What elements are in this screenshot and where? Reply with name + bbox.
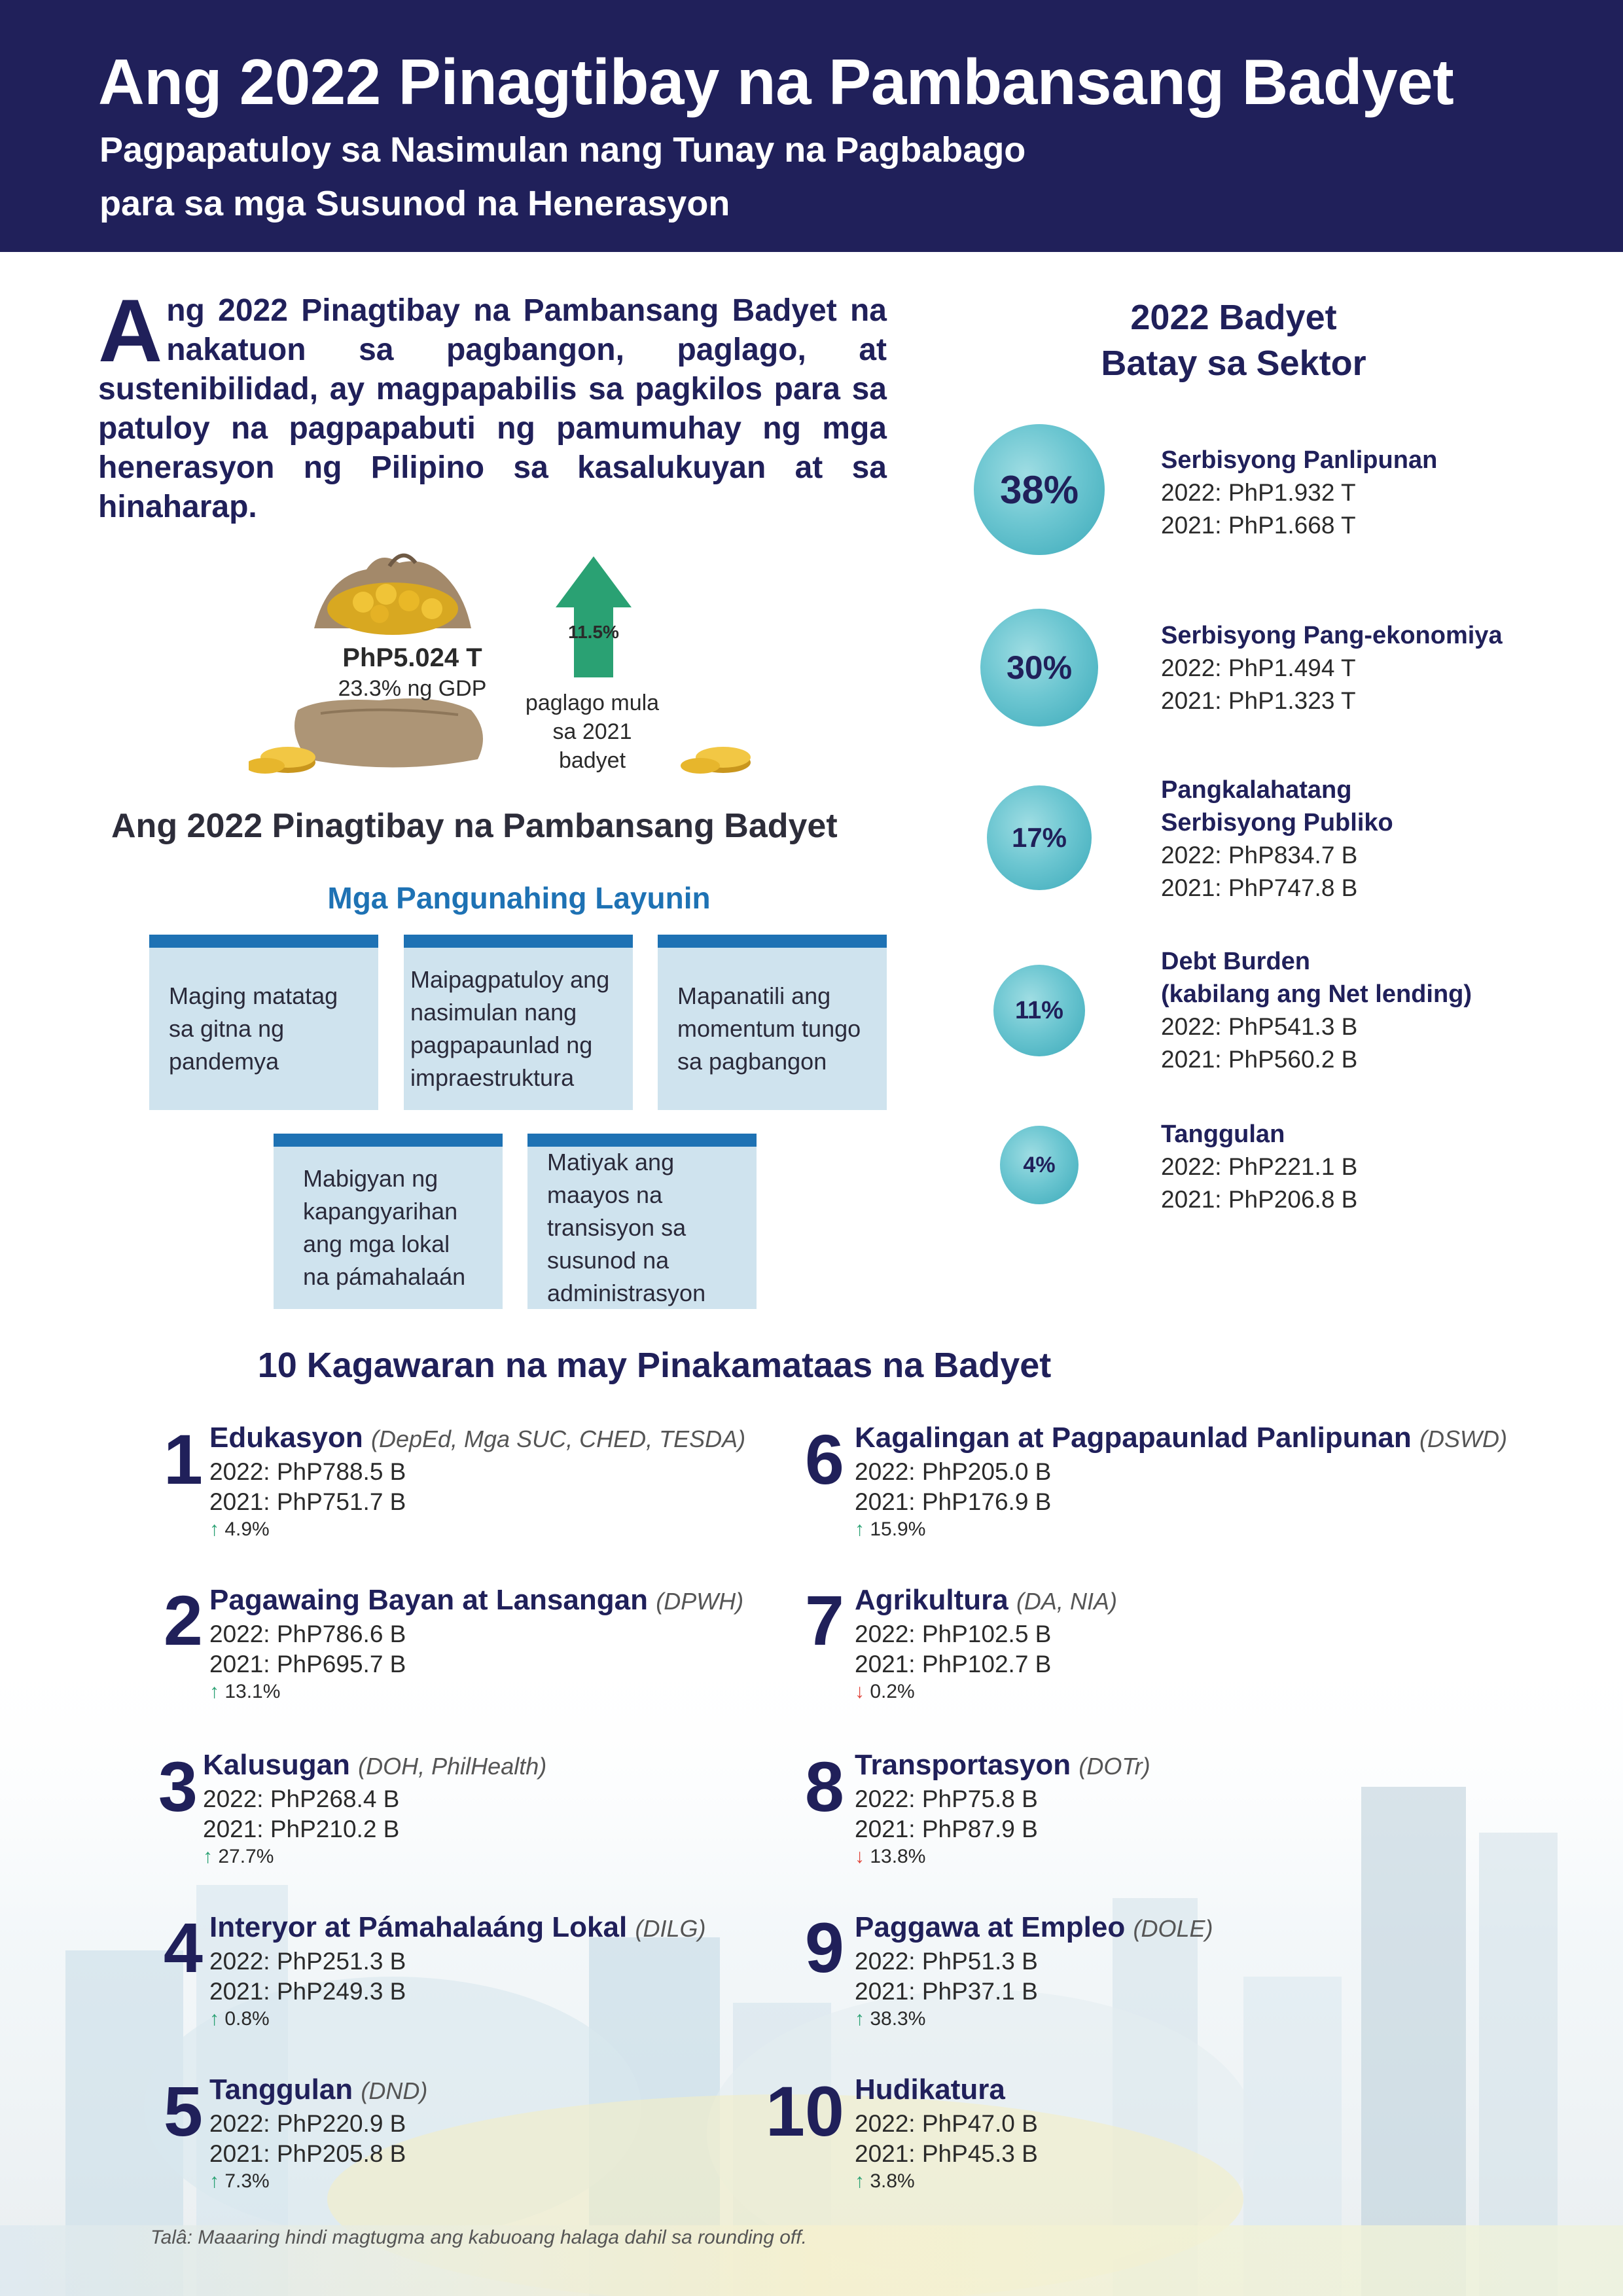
department-name-line [209, 1584, 743, 1617]
department-change [855, 2008, 925, 2030]
sector-item [1161, 619, 1586, 717]
page-title: Ang 2022 Pinagtibay na Pambansang Badyet [98, 46, 1454, 118]
arrow-up-icon: ↑ [209, 1681, 225, 1702]
sector-name-line2: Serbisyong Publiko [1161, 809, 1393, 836]
department-change-value: 38.3% [870, 2008, 926, 2030]
goals-section-title: Ang 2022 Pinagtibay na Pambansang Badyet [111, 807, 838, 845]
arrow-up-icon: ↑ [209, 1518, 225, 1540]
goal-text: Matiyak ang maayos na transisyon sa susunod na administrasyon [547, 1149, 706, 1306]
department-change-value: 0.2% [870, 1681, 915, 1702]
sector-percent-circle: 17% [987, 785, 1092, 890]
sector-item [1161, 1118, 1586, 1216]
sector-2022: 2022: PhP221.1 B [1161, 1153, 1358, 1180]
sector-2021: 2021: PhP560.2 B [1161, 1046, 1358, 1073]
department-rank: 4 [163, 1908, 203, 1987]
sector-name: Serbisyong Pang-ekonomiya [1161, 622, 1503, 649]
department-2022: 2022: PhP47.0 B [855, 2110, 1038, 2137]
goal-card [274, 1134, 503, 1309]
total-budget-value: PhP5.024 T [342, 643, 482, 672]
sector-name-line2: (kabilang ang Net lending) [1161, 980, 1472, 1008]
department-change-value: 3.8% [870, 2170, 915, 2192]
department-change-value: 27.7% [218, 1846, 274, 1867]
department-name-line [203, 1749, 546, 1782]
department-change [855, 2170, 915, 2193]
department-name-line [855, 1911, 1213, 1944]
arrow-up-icon: ↑ [209, 2008, 225, 2030]
department-2021: 2021: PhP37.1 B [855, 1978, 1038, 2005]
growth-label: paglago mula sa 2021 badyet [525, 691, 660, 773]
department-rank: 1 [163, 1420, 203, 1499]
department-rank: 2 [163, 1581, 203, 1660]
sectors-title-line2: Batay sa Sektor [1101, 344, 1366, 383]
department-agencies: (DILG) [635, 1915, 706, 1942]
department-2022: 2022: PhP251.3 B [209, 1948, 406, 1975]
goal-card [149, 935, 378, 1110]
department-2021: 2021: PhP87.9 B [855, 1816, 1038, 1842]
sector-2022: 2022: PhP834.7 B [1161, 842, 1358, 869]
sector-item [1161, 444, 1586, 542]
footnote: Talâ: Maaaring hindi magtugma ang kabuoang halaga dahil sa rounding off. [151, 2227, 807, 2248]
department-agencies: (DOLE) [1133, 1915, 1213, 1942]
page-subtitle-line2: para sa mga Susunod na Henerasyon [99, 184, 730, 223]
department-change-value: 13.1% [224, 1681, 281, 1702]
arrow-up-icon: ↑ [855, 2170, 870, 2192]
department-agencies: (DSWD) [1419, 1426, 1507, 1452]
department-name: Kagalingan at Pagpapaunlad Panlipunan [855, 1422, 1412, 1454]
sector-name: Serbisyong Panlipunan [1161, 446, 1438, 474]
sector-name: Debt Burden [1161, 948, 1310, 975]
department-name: Hudikatura [855, 2073, 1005, 2106]
department-agencies: (DPWH) [656, 1588, 744, 1615]
department-name: Tanggulan [209, 2073, 353, 2106]
department-agencies: (DA, NIA) [1016, 1588, 1117, 1615]
department-name: Kalusugan [203, 1749, 350, 1781]
department-2022: 2022: PhP205.0 B [855, 1458, 1052, 1485]
department-2022: 2022: PhP268.4 B [203, 1785, 400, 1812]
department-agencies: (DND) [361, 2077, 428, 2104]
sector-2021: 2021: PhP747.8 B [1161, 874, 1358, 901]
department-2022: 2022: PhP788.5 B [209, 1458, 406, 1485]
goals-subtitle: Mga Pangunahing Layunin [327, 881, 711, 915]
sector-2022: 2022: PhP1.494 T [1161, 655, 1356, 681]
growth-percent: 11.5% [568, 622, 619, 642]
department-rank: 5 [163, 2072, 203, 2151]
department-agencies: (DepEd, Mga SUC, CHED, TESDA) [370, 1426, 746, 1452]
total-budget-gdp: 23.3% ng GDP [338, 676, 487, 701]
department-rank: 3 [158, 1747, 198, 1826]
department-name-line [209, 1911, 705, 1944]
sector-percent-circle: 11% [993, 965, 1085, 1056]
department-name: Interyor at Pámahalaáng Lokal [209, 1911, 628, 1943]
department-agencies: (DOTr) [1079, 1753, 1150, 1780]
department-2021: 2021: PhP176.9 B [855, 1488, 1052, 1515]
sector-2022: 2022: PhP541.3 B [1161, 1013, 1358, 1040]
sector-percent-circle: 30% [980, 609, 1098, 726]
department-name-line [209, 1422, 745, 1454]
goal-card [527, 1134, 757, 1309]
sector-name: Pangkalahatang [1161, 776, 1352, 804]
sector-2022: 2022: PhP1.932 T [1161, 479, 1356, 506]
department-2021: 2021: PhP751.7 B [209, 1488, 406, 1515]
department-change-value: 7.3% [224, 2170, 270, 2192]
department-change [855, 1518, 925, 1541]
department-rank: 7 [804, 1581, 844, 1660]
department-rank: 10 [765, 2072, 844, 2151]
department-rank: 8 [804, 1747, 844, 1826]
sector-percent-circle: 38% [974, 424, 1105, 555]
sectors-title-line1: 2022 Badyet [1130, 298, 1337, 337]
goal-card [404, 935, 633, 1110]
department-2022: 2022: PhP75.8 B [855, 1785, 1038, 1812]
department-rank: 9 [804, 1908, 844, 1987]
header-banner [0, 0, 1623, 252]
goal-text: Maging matatag sa gitna ng pandemya [169, 982, 338, 1075]
arrow-down-icon: ↓ [855, 1681, 870, 1702]
intro-paragraph [98, 281, 887, 527]
department-2021: 2021: PhP45.3 B [855, 2140, 1038, 2167]
sector-item [1161, 945, 1586, 1076]
department-change [855, 1846, 925, 1868]
department-name-line [855, 1749, 1150, 1782]
goal-text: Mabigyan ng kapangyarihan ang mga lokal na pámahalaán [303, 1165, 466, 1290]
page-subtitle-line1: Pagpapatuloy sa Nasimulan nang Tunay na Pagbabago [99, 130, 1026, 170]
intro-text: ng 2022 Pinagtibay na Pambansang Badyet na nakatuon sa pagbangon, paglago, at sustenibilidad, ay magpapabilis sa pagkilos para sa patuloy na pagpapabuti ng pamumuhay ng mga henerasyon ng Pilipino sa kasalukuyan at sa hinaharap. [98, 293, 887, 524]
sector-2021: 2021: PhP1.668 T [1161, 512, 1356, 539]
sector-name: Tanggulan [1161, 1121, 1285, 1148]
department-2022: 2022: PhP51.3 B [855, 1948, 1038, 1975]
department-2022: 2022: PhP102.5 B [855, 1621, 1052, 1647]
department-name-line [209, 2073, 427, 2106]
department-2021: 2021: PhP210.2 B [203, 1816, 400, 1842]
department-name: Agrikultura [855, 1584, 1008, 1616]
total-budget-illustration [249, 537, 772, 785]
department-change-value: 13.8% [870, 1846, 926, 1867]
department-change-value: 0.8% [224, 2008, 270, 2030]
department-name-line [855, 1584, 1117, 1617]
department-2021: 2021: PhP205.8 B [209, 2140, 406, 2167]
arrow-down-icon: ↓ [855, 1846, 870, 1867]
department-2022: 2022: PhP220.9 B [209, 2110, 406, 2137]
department-change [203, 1846, 274, 1868]
arrow-up-icon: ↑ [209, 2170, 225, 2192]
arrow-up-icon: ↑ [855, 2008, 870, 2030]
department-change [209, 2008, 270, 2030]
department-name: Transportasyon [855, 1749, 1071, 1781]
sector-percent-circle: 4% [1000, 1126, 1079, 1204]
goal-text: Maipagpatuloy ang nasimulan nang pagpapaunlad ng impraestruktura [410, 966, 610, 1091]
department-2022: 2022: PhP786.6 B [209, 1621, 406, 1647]
department-change [855, 1681, 915, 1703]
sector-2021: 2021: PhP206.8 B [1161, 1186, 1358, 1213]
department-change [209, 1518, 270, 1541]
sector-item [1161, 774, 1586, 905]
department-name-line [855, 2073, 1005, 2106]
sectors-title [1034, 295, 1433, 386]
sector-2021: 2021: PhP1.323 T [1161, 687, 1356, 714]
department-2021: 2021: PhP249.3 B [209, 1978, 406, 2005]
department-change-value: 4.9% [224, 1518, 270, 1540]
department-name: Edukasyon [209, 1422, 363, 1454]
department-name-line [855, 1422, 1507, 1454]
arrow-up-icon: ↑ [855, 1518, 870, 1540]
department-change-value: 15.9% [870, 1518, 926, 1540]
department-2021: 2021: PhP695.7 B [209, 1651, 406, 1677]
department-2021: 2021: PhP102.7 B [855, 1651, 1052, 1677]
department-change [209, 1681, 280, 1703]
department-rank: 6 [804, 1420, 844, 1499]
goal-card [658, 935, 887, 1110]
intro-dropcap: A [98, 281, 163, 380]
department-change [209, 2170, 270, 2193]
department-name: Pagawaing Bayan at Lansangan [209, 1584, 648, 1616]
departments-title: 10 Kagawaran na may Pinakamataas na Badyet [257, 1346, 1052, 1385]
department-agencies: (DOH, PhilHealth) [358, 1753, 547, 1780]
arrow-up-icon: ↑ [203, 1846, 219, 1867]
department-name: Paggawa at Empleo [855, 1911, 1126, 1943]
goal-text: Mapanatili ang momentum tungo sa pagbangon [677, 982, 861, 1075]
